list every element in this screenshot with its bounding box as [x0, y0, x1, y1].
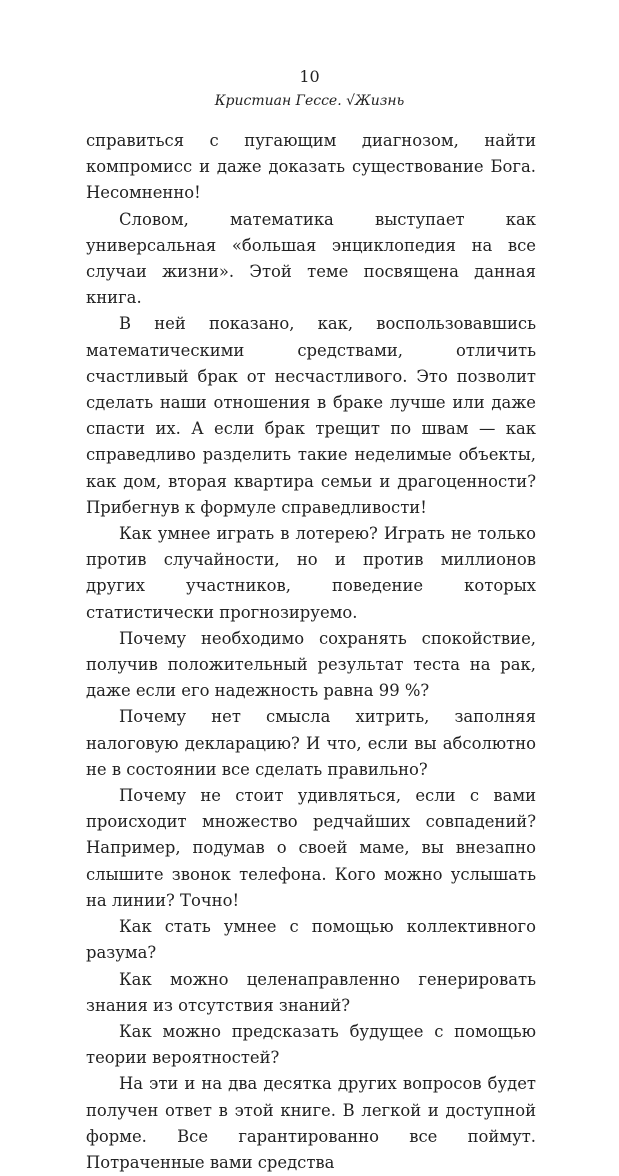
running-head-title: Жизнь [355, 93, 405, 109]
paragraph-7: Почему не стоит удивляться, если с вами происходит множество редчайших совпадений? Например, подумав о своей маме, вы внезапно слышите звонок телефона. Кого можно услышать на линии? Точно! [86, 786, 536, 910]
paragraph-3: В ней показано, как, воспользовавшись математическими средствами, отличить счастливый брак от несчастливого. Это позволит сделать наши отношения в браке лучше или даже спасти их. А если брак трещит по швам — как справедливо разделить такие неделимые объекты, как дом, вторая квартира семьи и драгоценности? Прибегнув к формуле справедливости! [86, 314, 536, 517]
sqrt-symbol: √ [346, 93, 356, 109]
paragraph-10: Как можно предсказать будущее с помощью теории вероятностей? [86, 1021, 536, 1068]
paragraph-5: Почему необходимо сохранять спокойствие, получив положительный результат теста на рак, даже если его надежность равна 99 %? [86, 628, 536, 701]
paragraph-2: Словом, математика выступает как универсальная «большая энциклопедия на все случаи жизни». Этой теме посвящена данная книга. [86, 209, 536, 308]
body-text [86, 128, 536, 1176]
paragraph-4: Как умнее играть в лотерею? Играть не только против случайности, но и против миллионов других участников, поведение которых статистически прогнозируемо. [86, 524, 536, 622]
paragraph-6: Почему нет смысла хитрить, заполняя налоговую декларацию? И что, если вы абсолютно не в состоянии все сделать правильно? [86, 707, 536, 779]
running-head-author: Кристиан Гессе. [214, 93, 342, 109]
paragraph-8: Как стать умнее с помощью коллективного разума? [86, 917, 536, 963]
paragraph-1: справиться с пугающим диагнозом, найти компромисс и даже доказать существование Бога. Несомненно! [86, 131, 536, 203]
page-number: 10 [299, 67, 320, 86]
paragraph-11: На эти и на два десятка других вопросов будет получен ответ в этой книге. В легкой и доступной форме. Все гарантированно все поймут. Потраченные вами средства [86, 1074, 536, 1172]
running-head [0, 90, 619, 112]
page-header [0, 66, 619, 112]
paragraph-9: Как можно целенаправленно генерировать знания из отсутствия знаний? [86, 969, 536, 1015]
